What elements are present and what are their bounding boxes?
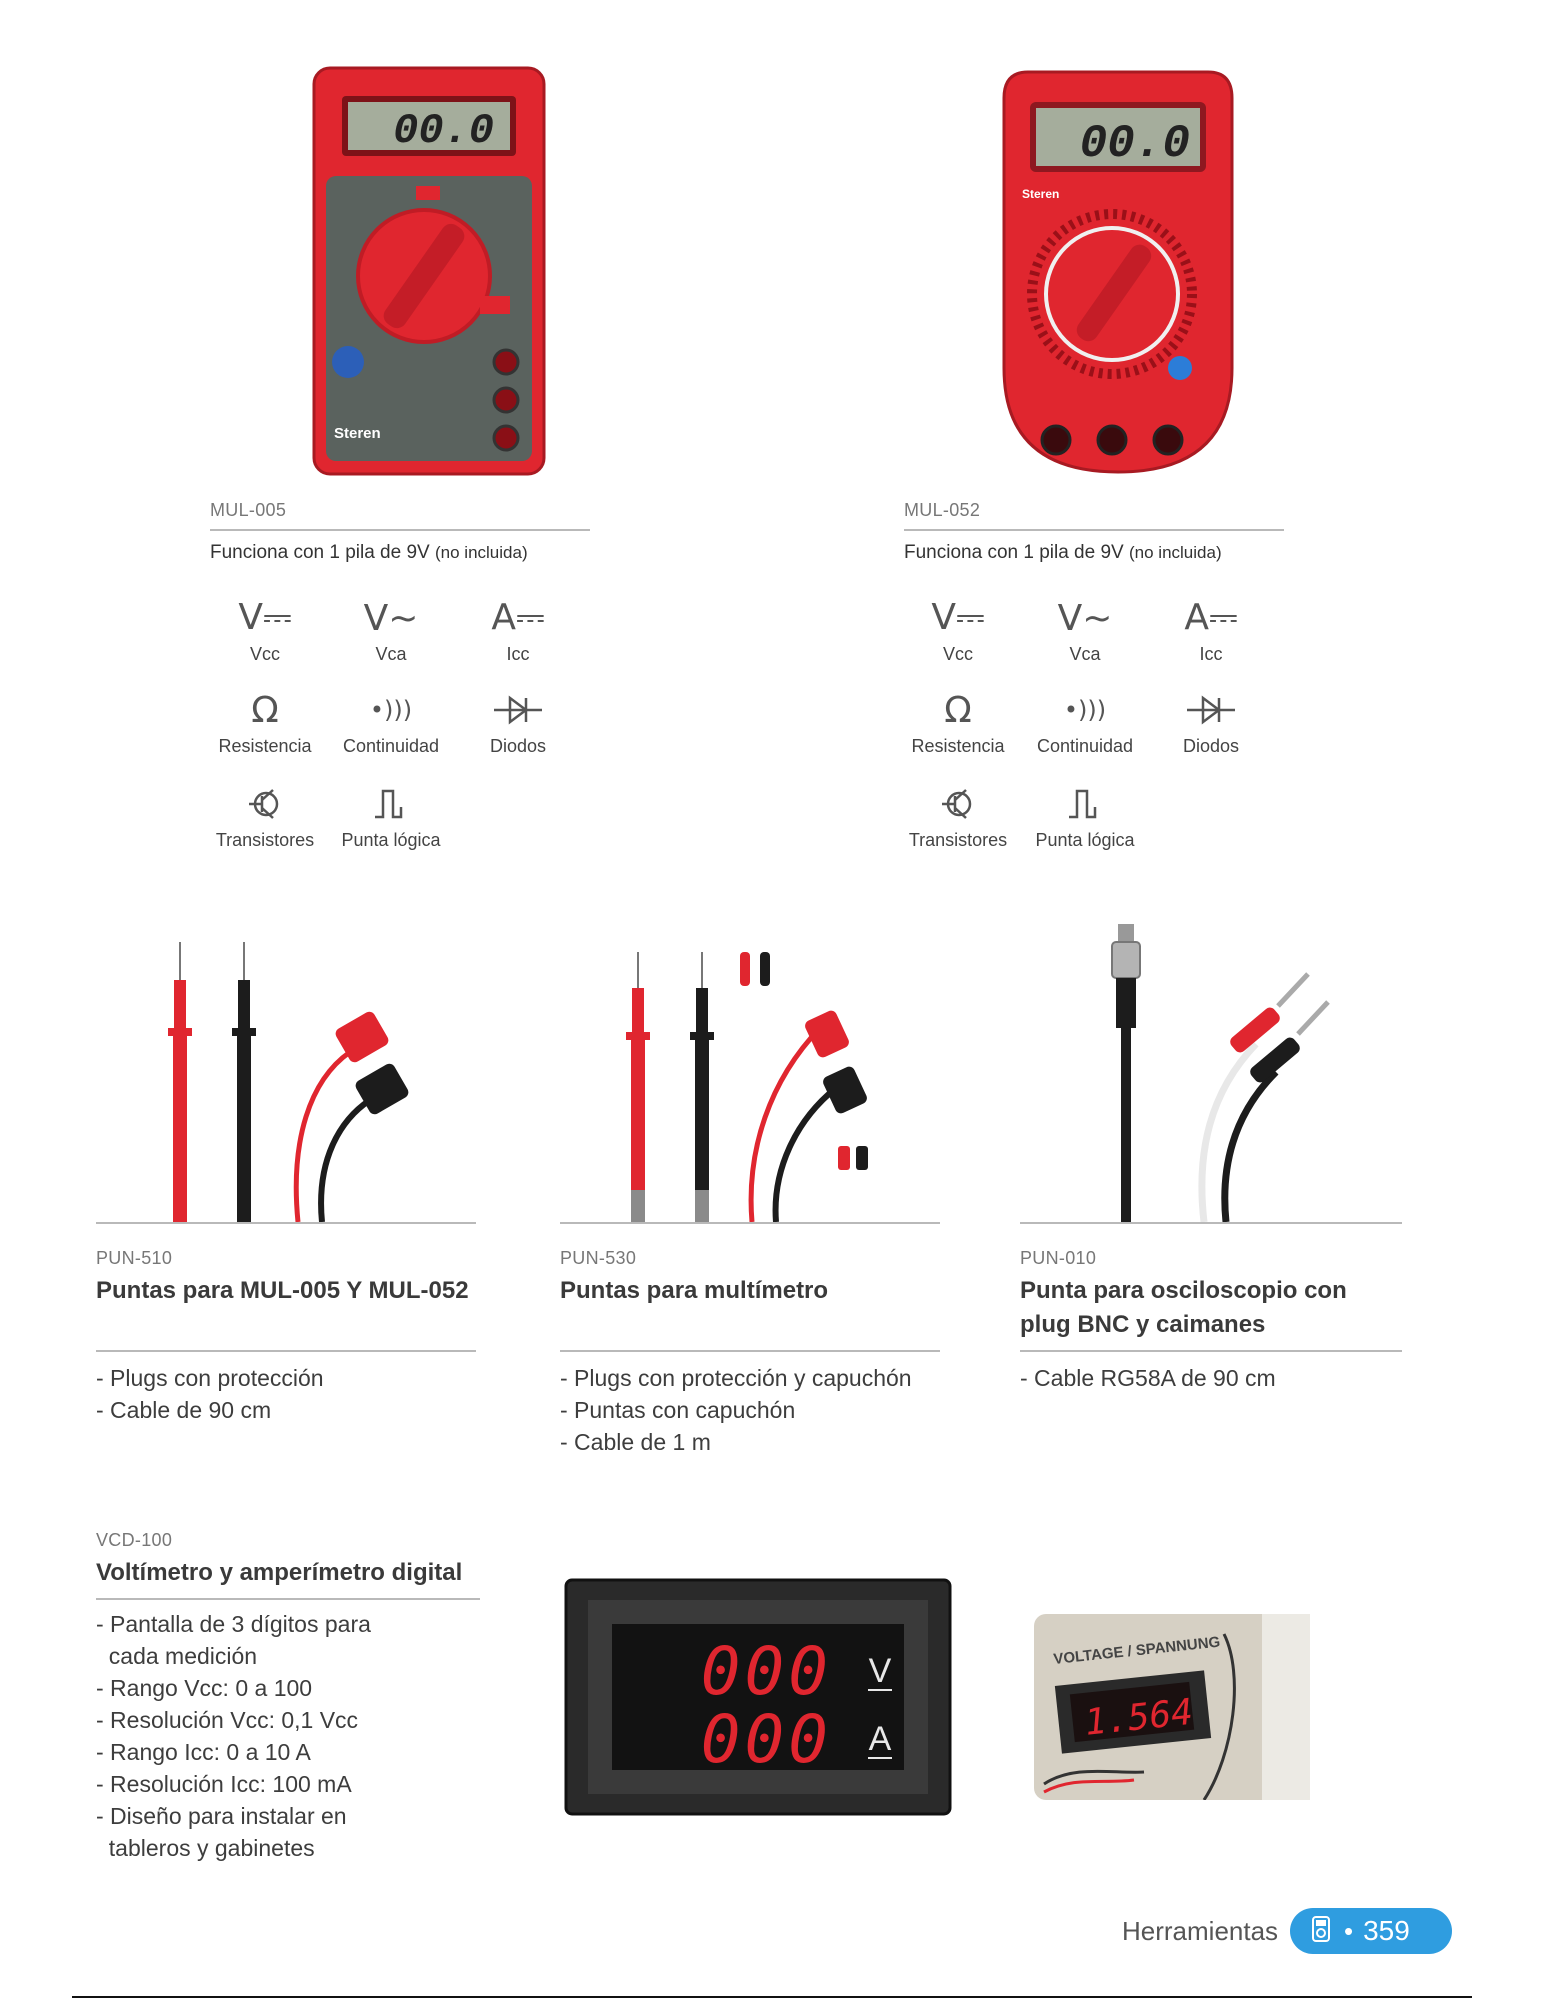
feature-label: Punta lógica (341, 830, 441, 850)
feature-label: Icc (1199, 644, 1223, 664)
continuity-icon: •))) (1063, 696, 1107, 724)
feature-label: Resistencia (911, 736, 1005, 756)
feature-resistance (898, 688, 1018, 757)
icc-icon: A⎓ (1184, 597, 1238, 638)
product-sku: MUL-005 (210, 500, 287, 520)
brand-logo: Steren (1022, 187, 1060, 201)
battery-main-text: Funciona con 1 pila de 9V (210, 542, 430, 563)
product-title: Puntas para MUL-005 Y MUL-052 (96, 1277, 469, 1304)
feature-label: Continuidad (1036, 736, 1134, 756)
battery-excluded-text: (no incluida) (435, 543, 528, 562)
multimeter-mul005-image (312, 66, 546, 476)
divider (96, 1222, 476, 1224)
vcc-icon: V⎓ (931, 597, 985, 638)
battery-note (904, 542, 1222, 564)
feature-label: Diodos (1182, 736, 1240, 756)
divider (210, 529, 590, 531)
feature-label: Vca (375, 644, 407, 664)
oscilloscope-probe-pun010-image (1080, 922, 1380, 1222)
list-item: - Rango Vcc: 0 a 100 (96, 1675, 313, 1701)
feature-logic-probe (331, 782, 451, 851)
divider (560, 1222, 940, 1224)
multimeter-lcd-readout: 00.0 (1079, 118, 1190, 170)
product-title: Punta para osciloscopio con plug BNC y caimanes (1020, 1277, 1347, 1338)
list-item: - Cable RG58A de 90 cm (1020, 1365, 1276, 1391)
unit-volts: V (868, 1652, 892, 1690)
product-title: Puntas para multímetro (560, 1277, 829, 1304)
feature-continuity (331, 688, 451, 757)
feature-vcc (898, 596, 1018, 665)
test-leads-pun530-image (600, 950, 900, 1222)
panel-meter-image (564, 1578, 952, 1816)
page-badge (1290, 1908, 1452, 1954)
divider (560, 1350, 940, 1352)
list-item: - Resolución Vcc: 0,1 Vcc (96, 1707, 359, 1733)
multimeter-icon (1312, 1916, 1330, 1947)
feature-list (1020, 1362, 1276, 1394)
ohm-icon: Ω (251, 689, 279, 731)
logic-pulse-icon (331, 782, 451, 826)
product-sku: PUN-010 (1020, 1248, 1097, 1268)
battery-excluded-text: (no incluida) (1129, 543, 1222, 562)
feature-label: Icc (506, 644, 530, 664)
feature-label: Vcc (249, 644, 280, 664)
voltage-display: 000 (700, 1633, 832, 1710)
feature-resistance (205, 688, 325, 757)
logic-pulse-icon (1025, 782, 1145, 826)
feature-label: Punta lógica (1035, 830, 1135, 850)
feature-vcc (205, 596, 325, 665)
list-item: - Cable de 90 cm (96, 1397, 272, 1423)
feature-transistors (898, 782, 1018, 851)
divider (1020, 1222, 1402, 1224)
page-number: 359 (1363, 1915, 1410, 1946)
feature-label: Vca (1069, 644, 1101, 664)
battery-main-text: Funciona con 1 pila de 9V (904, 542, 1124, 563)
feature-label: Resistencia (218, 736, 312, 756)
list-item: - Pantalla de 3 dígitos para (96, 1611, 371, 1637)
feature-vca (331, 596, 451, 665)
feature-list (96, 1362, 324, 1426)
feature-label: Diodos (489, 736, 547, 756)
battery-note (210, 542, 528, 564)
list-item: tableros y gabinetes (96, 1835, 315, 1861)
product-sku: MUL-052 (904, 500, 981, 520)
brand-logo: Steren (334, 425, 381, 442)
feature-diodes (458, 688, 578, 757)
diode-icon (458, 688, 578, 732)
current-display: 000 (700, 1701, 832, 1778)
list-item: - Plugs con protección (96, 1365, 324, 1391)
continuity-icon: •))) (369, 696, 413, 724)
list-item: - Diseño para instalar en (96, 1803, 347, 1829)
section-name: Herramientas (1122, 1916, 1279, 1946)
multimeter-lcd-readout: 00.0 (393, 107, 494, 155)
product-title: Voltímetro y amperímetro digital (96, 1559, 463, 1586)
multimeter-mul052-image (1000, 68, 1236, 478)
icc-icon: A⎓ (491, 597, 545, 638)
unit-amps: A (868, 1720, 892, 1758)
feature-diodes (1151, 688, 1271, 757)
product-sku: PUN-530 (560, 1248, 637, 1268)
feature-icc (458, 596, 578, 665)
test-leads-pun510-image (140, 940, 440, 1222)
divider (96, 1350, 476, 1352)
feature-icc (1151, 596, 1271, 665)
product-sku: VCD-100 (96, 1530, 173, 1550)
feature-list (96, 1608, 371, 1864)
list-item: - Resolución Icc: 100 mA (96, 1771, 352, 1797)
vca-icon: V~ (1057, 597, 1113, 639)
feature-list (560, 1362, 912, 1458)
vcc-icon: V⎓ (238, 597, 292, 638)
divider (96, 1598, 480, 1600)
feature-continuity (1025, 688, 1145, 757)
vca-icon: V~ (363, 597, 419, 639)
feature-transistors (205, 782, 325, 851)
diode-icon (1151, 688, 1271, 732)
list-item: cada medición (96, 1643, 258, 1669)
feature-vca (1025, 596, 1145, 665)
feature-label: Vcc (942, 644, 973, 664)
bullet-separator: • (1344, 1915, 1354, 1946)
divider (904, 529, 1284, 531)
list-item: - Puntas con capuchón (560, 1397, 796, 1423)
ohm-icon: Ω (944, 689, 972, 731)
list-item: - Cable de 1 m (560, 1429, 711, 1455)
list-item: - Plugs con protección y capuchón (560, 1365, 912, 1391)
transistor-icon (205, 782, 325, 826)
panel-label: VOLTAGE / SPANNUNG (1052, 1633, 1222, 1668)
installed-reading: 1.564 (1082, 1691, 1195, 1744)
feature-logic-probe (1025, 782, 1145, 851)
feature-label: Transistores (215, 830, 315, 850)
list-item: - Rango Icc: 0 a 10 A (96, 1739, 311, 1765)
transistor-icon (898, 782, 1018, 826)
feature-label: Continuidad (342, 736, 440, 756)
product-sku: PUN-510 (96, 1248, 173, 1268)
divider (1020, 1350, 1402, 1352)
installed-meter-photo (1034, 1614, 1310, 1800)
feature-label: Transistores (908, 830, 1008, 850)
bottom-rule (72, 1996, 1472, 1998)
